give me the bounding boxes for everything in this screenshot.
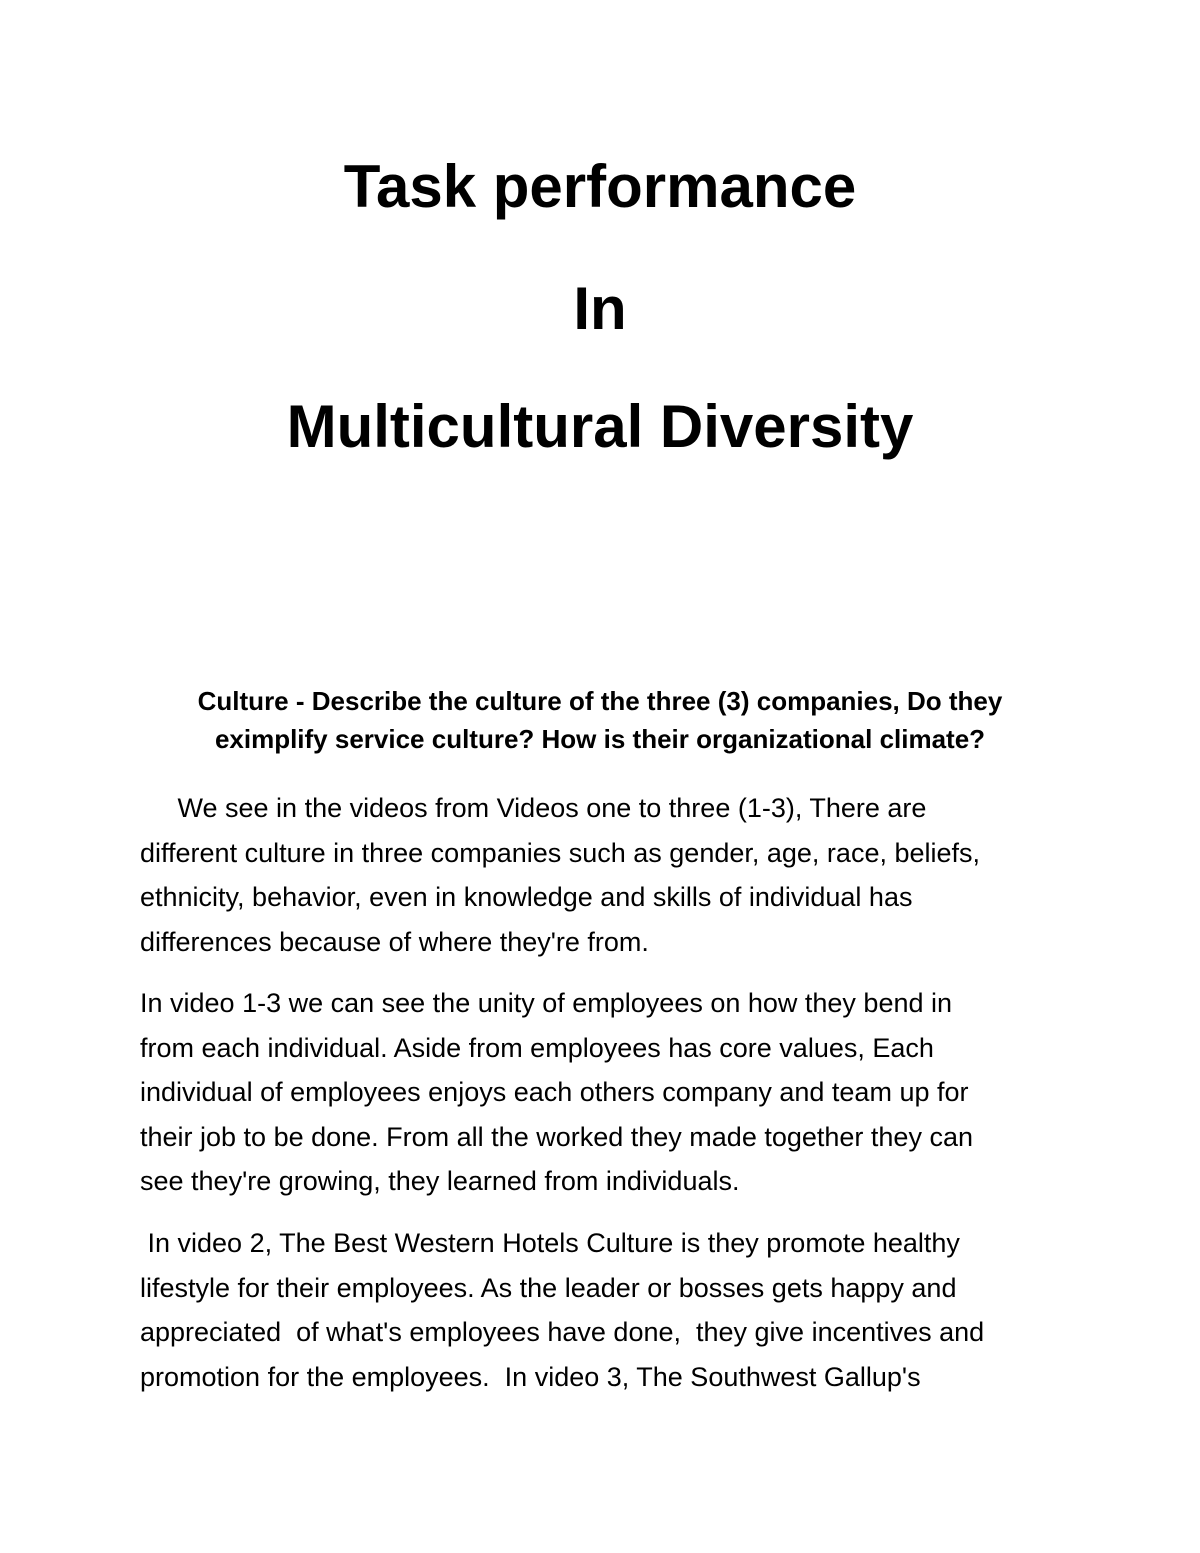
paragraph-1-line-1: We see in the videos from Videos one to three (1-3), There are: [140, 793, 927, 823]
paragraph-3-line-4: promotion for the employees. In video 3, The Southwest Gallup's: [140, 1361, 921, 1392]
title-line-3: Multicultural Diversity: [286, 393, 914, 460]
title-line-2: In: [573, 275, 627, 342]
paragraph-1: [140, 786, 1060, 964]
paragraph-1-line-2: different culture in three companies such as gender, age, race, beliefs,: [140, 837, 981, 868]
paragraph-2-line-3: individual of employees enjoys each others company and team up for: [140, 1077, 969, 1107]
question-line-1: Culture - Describe the culture of the three (3) companies, Do they: [197, 686, 1003, 716]
paragraph-3-line-2: lifestyle for their employees. As the leader or bosses gets happy and: [140, 1272, 957, 1303]
paragraph-3-line-3: appreciated of what's employees have done, they give incentives and: [140, 1317, 985, 1347]
paragraph-2-line-5: see they're growing, they learned from individuals.: [140, 1166, 740, 1196]
paragraph-2-line-2: from each individual. Aside from employees has core values, Each: [140, 1032, 934, 1063]
paragraph-2-line-4: their job to be done. From all the worked they made together they can: [140, 1121, 973, 1152]
paragraph-2: [140, 981, 1060, 1204]
question-line-2: eximplify service culture? How is their organizational climate?: [214, 724, 986, 754]
title-line-1: Task performance: [343, 153, 857, 220]
paragraph-2-line-1: In video 1-3 we can see the unity of employees on how they bend in: [140, 988, 953, 1018]
paragraph-3: [140, 1221, 1060, 1399]
question-heading: [140, 682, 1060, 758]
paragraph-1-line-4: differences because of where they're from.: [140, 926, 649, 957]
paragraph-1-line-3: ethnicity, behavior, even in knowledge and skills of individual has: [140, 882, 913, 912]
paragraph-3-line-1: In video 2, The Best Western Hotels Culture is they promote healthy: [140, 1228, 960, 1258]
